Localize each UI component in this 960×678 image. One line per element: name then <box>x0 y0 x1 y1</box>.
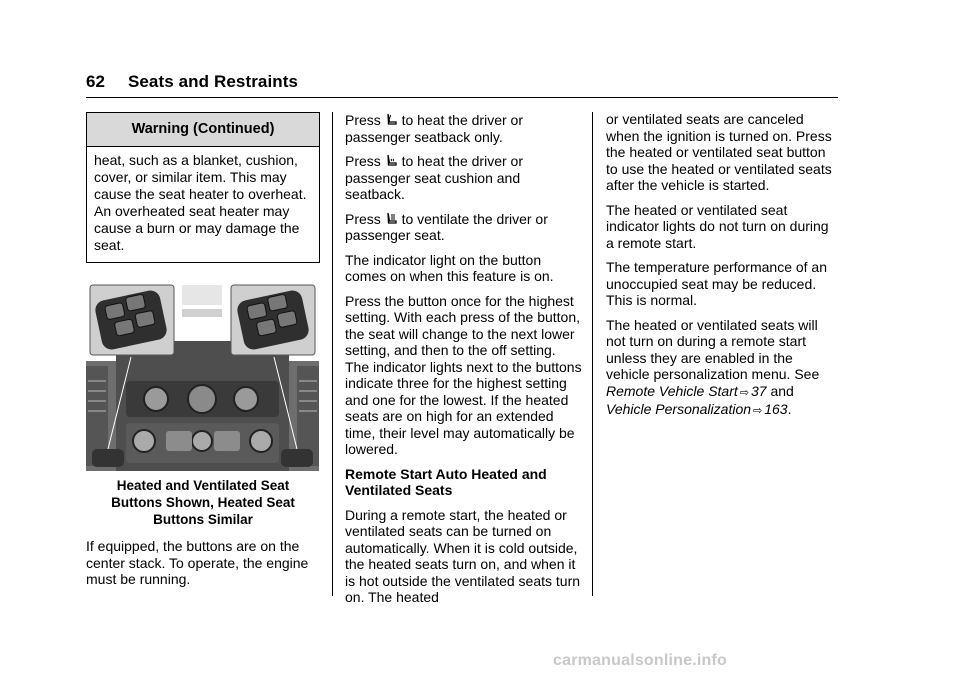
page-arrow-icon: ⇨ <box>739 386 749 399</box>
paragraph-heated-seatback <box>345 112 583 145</box>
paragraph: The temperature performance of an unoccupied seat may be reduced. This is normal. <box>606 259 828 308</box>
paragraph-text: to heat the driver or passenger seatback only. <box>345 112 523 145</box>
ref-page-number[interactable]: 37 <box>750 382 767 399</box>
ref-remote-vehicle-start[interactable]: Remote Vehicle Start <box>606 382 738 399</box>
paragraph-text: The heated or ventilated seats will not turn on during a remote start unless they are enabled in the vehicle personalization menu. See <box>606 316 820 382</box>
ref-page-number[interactable]: 163 <box>764 401 788 417</box>
paragraph: The indicator light on the button comes on when this feature is on. <box>345 251 554 284</box>
section-heading: Remote Start Auto Heated and Ventilated Seats <box>345 465 547 498</box>
conjunction: and <box>770 382 794 399</box>
heated-seatback-icon <box>386 113 397 127</box>
paragraph-with-references <box>606 317 840 420</box>
column-1 <box>86 112 320 596</box>
seat-buttons-photo <box>86 281 319 471</box>
press-label: Press <box>345 210 381 227</box>
ventilated-seat-icon <box>386 212 397 226</box>
caption-line-2: Buttons Shown, Heated Seat <box>111 495 295 510</box>
sentence-end: . <box>787 401 792 417</box>
column-divider-2 <box>592 112 593 596</box>
page-header <box>86 72 298 92</box>
paragraph: During a remote start, the heated or ventilated seats can be turned on automatically. When it is cold outside, the heated seats turn on, and when it is hot outside the ventilated seats turn on. The heated <box>345 506 581 605</box>
heated-seat-cushion-icon <box>386 154 397 168</box>
header-rule <box>86 97 838 98</box>
paragraph: If equipped, the buttons are on the center stack. To operate, the engine must be running. <box>86 538 309 587</box>
press-label: Press <box>345 112 381 128</box>
section-title: Seats and Restraints <box>127 72 299 91</box>
paragraph: The heated or ventilated seat indicator lights do not turn on during a remote start. <box>606 201 829 251</box>
caption-line-3: Buttons Similar <box>153 512 253 527</box>
paragraph-text: to heat the driver or passenger seat cushion and seatback. <box>345 153 523 202</box>
paragraph: Press the button once for the highest setting. With each press of the button, the seat will change to the next lower setting, and then to the off setting. The indicator lights next to the buttons indicate three for the highest setting and one for the lowest. If the heated seats are on high for an extended time, their level may automatically be lowered. <box>345 292 582 457</box>
paragraph-heated-cushion <box>345 153 583 203</box>
paragraph: or ventilated seats are canceled when the ignition is turned on. Press the heated or ventilated seat button to use the heated or ventilated seats after the vehicle is started. <box>606 111 832 193</box>
press-label: Press <box>345 153 381 169</box>
column-divider-1 <box>332 112 333 596</box>
ref-vehicle-personalization[interactable]: Vehicle Personalization <box>606 401 752 417</box>
watermark: carmanualsonline.info <box>553 652 728 669</box>
paragraph-text: to ventilate the driver or passenger seat. <box>345 210 548 243</box>
warning-title: Warning (Continued) <box>87 113 319 147</box>
warning-box <box>86 112 320 263</box>
warning-body: heat, such as a blanket, cushion, cover, or similar item. This may cause the seat heater to overheat. An overheated seat heater may cause a burn or may damage the seat. <box>94 152 307 253</box>
page-number: 62 <box>86 72 106 91</box>
column-3 <box>606 111 840 428</box>
page-arrow-icon: ⇨ <box>753 405 763 417</box>
caption-line-1: Heated and Ventilated Seat <box>116 478 290 493</box>
paragraph-ventilated <box>345 211 583 244</box>
column-2 <box>345 112 583 614</box>
figure-caption <box>86 477 320 528</box>
